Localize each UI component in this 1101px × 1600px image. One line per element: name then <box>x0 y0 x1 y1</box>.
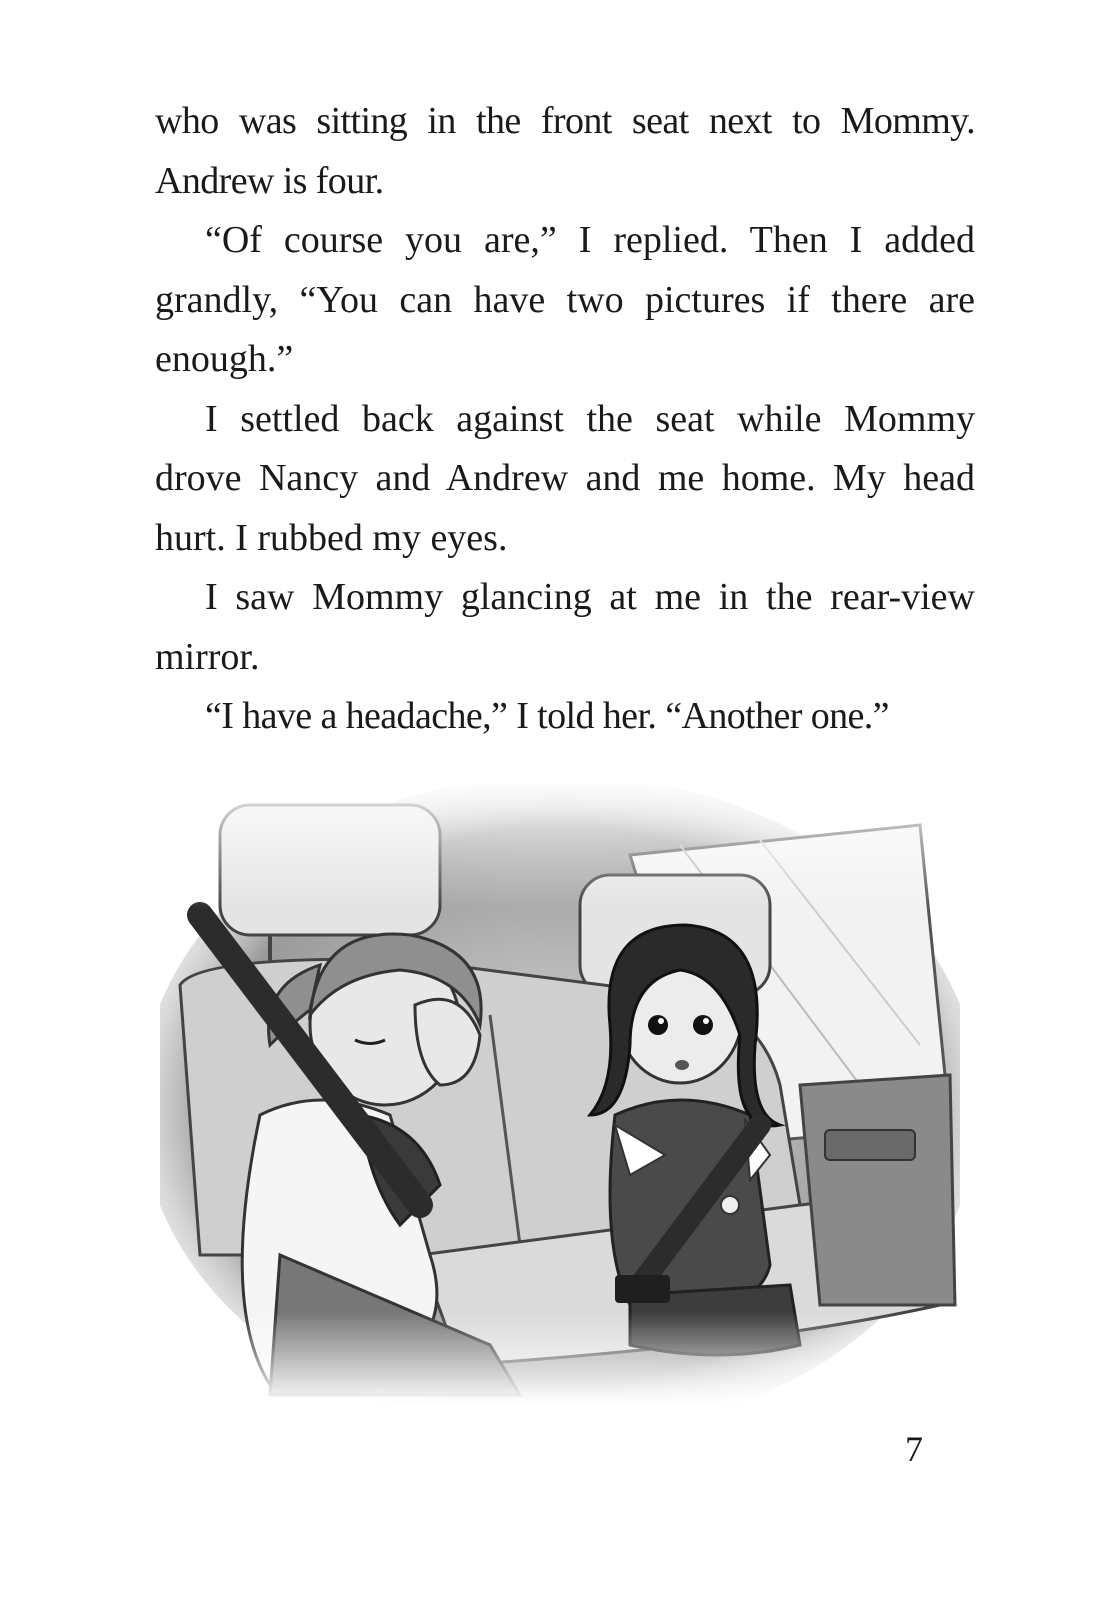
page-number: 7 <box>905 1429 923 1469</box>
paragraph-continuation: who was sitting in the front seat next to Mommy. Andrew is four. <box>155 100 975 202</box>
paragraph: I saw Mommy glancing at me in the rear-view mirror. <box>155 576 975 678</box>
car-backseat-illustration <box>160 785 960 1405</box>
paragraph: “I have a headache,” I told her. “Another one.” <box>205 695 889 737</box>
paragraph: I settled back against the seat while Mommy drove Nancy and Andrew and me home. My head hurt. I rubbed my eyes. <box>155 397 975 559</box>
story-text <box>155 92 975 747</box>
paragraph: “Of course you are,” I replied. Then I added grandly, “You can have two pictures if there are enough.” <box>155 219 975 380</box>
